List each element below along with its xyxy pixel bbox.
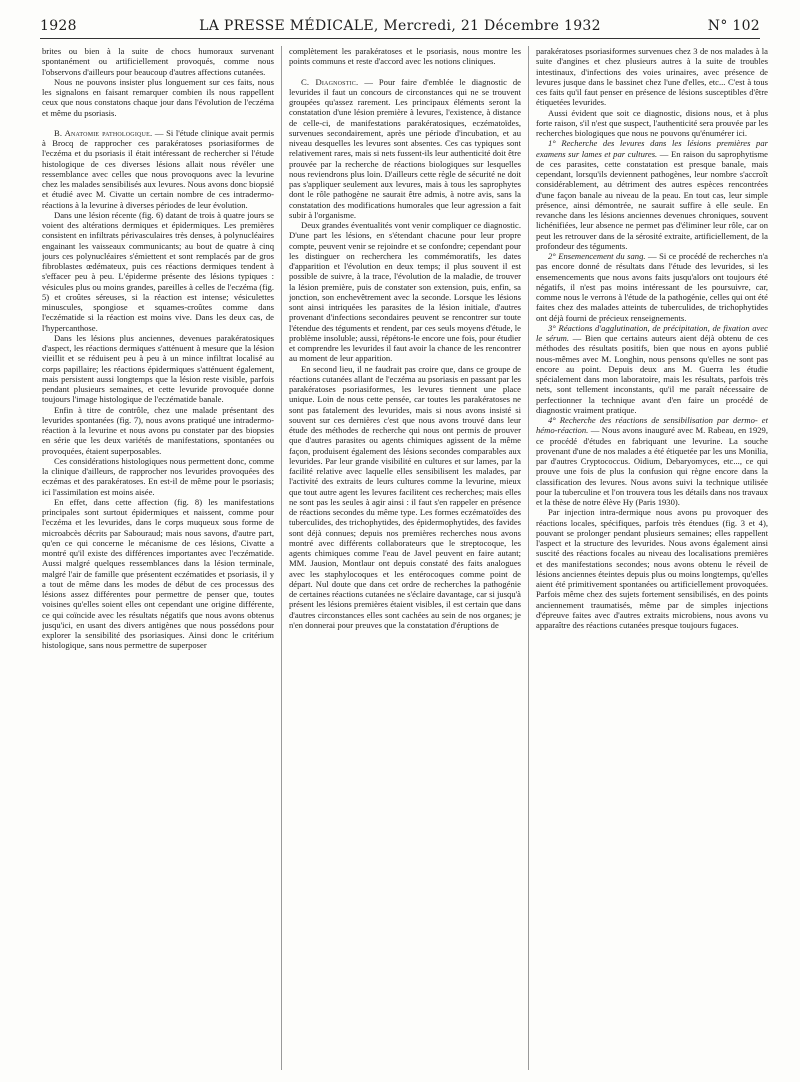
paragraph: [536, 507, 768, 630]
paragraph-text: Dans les lésions plus anciennes, devenues parakératosiques d'aspect, les réactions dermiques s'atténuent à mesure que la lésion vieillit et se réduisent peu à peu à un mince infiltrat localisé au corps papillaire; les réactions épidermiques s'atténuent également, mais persistent aussi longtemps que la lésion reste visible, parfois pendant plusieurs semaines, et cette levuride provoquée donne toujours l'image histologique de l'eczématide banale.: [42, 332, 274, 405]
paragraph: [289, 364, 521, 631]
paragraph: [536, 138, 768, 251]
paragraph: [42, 128, 274, 210]
paragraph: [289, 220, 521, 364]
text-column-2: [289, 46, 521, 1076]
paragraph: [42, 46, 274, 77]
paragraph: [42, 77, 274, 118]
paragraph-text: — Nous avons inauguré avec M. Rabeau, en 1929, ce procédé d'études en fabriquant une levurine. La souche provenant d'une de nos malades a été étiquetée par les uns Monilia, par d'autres Cryptococcus. Oidium, Debaryomyces, etc..., ce qui prouve une fois de plus la confusion qui règne encore dans la classification des levures. Nous avons suivi la technique utilisée pour la tuberculine et l'on trouvera tous les détails dans nos travaux et la thèse de notre élève Hy (Paris 1930).: [536, 425, 768, 507]
paragraph-text: — Si ce procédé de recherches n'a pas encore donné de résultats dans l'étude des levurides, si les ensemencements que nous avons faits jusqu'alors ont toujours été négatifs, il n'est pas moins intéressant de les poursuivre, car, comme nous le verrons à l'étude de la pathogénie, celles qui ont été faites chez des malades atteints de tuberculides, de trichophytides ont déjà fourni de précieux renseignements.: [536, 251, 768, 323]
journal-title: LA PRESSE MÉDICALE, Mercredi, 21 Décembre 1932: [199, 18, 601, 34]
paragraph: [42, 405, 274, 456]
paragraph-text: Par injection intra-dermique nous avons pu provoquer des réactions locales, spécifiques, parfois très étendues (fig. 3 et 4), pouvant se prolonger pendant plusieurs semaines; elles rappellent l'aspect et la structure des levurides. Nous avons également ainsi suscité des réactions focales au niveau des localisations premières et des manifestations secondes; nous avons obtenu le réveil de lésions anciennes éteintes depuis plus ou moins longtemps, qu'elles aient été primitivement spontanées ou artificiellement provoquées. Parfois même chez des sujets fortement sensibilisés, en des points anciennement traumatisés, même par de simples injections d'épreuve faites avec d'autres extraits microbiens, nous avons vu apparaître des réactions cutanées presque toujours fugaces.: [536, 507, 768, 630]
column-separator: [528, 46, 529, 1070]
paragraph: [42, 497, 274, 651]
paragraph-text: — En raison du saprophytisme de ces parasites, cette constatation est presque banale, mais cependant, lorsqu'ils deviennent pathogènes, leur nombre s'accroît considérablement, au détriment des autres espèces rencontrées d'une façon banale au niveau de la peau. En tout cas, leur simple présence, ainsi démontrée, ne saurait suffire à elle seule. En revanche dans les lésions anciennes devenues chroniques, souvent lichénifiées, leur absence ne permet pas d'éliminer leur rôle, car on peut les retrouver dans de la sérosité extraite, artificiellement, de la profondeur des téguments.: [536, 148, 768, 251]
column-separator: [281, 46, 282, 1070]
paragraph: [536, 251, 768, 323]
section-lead: B. Anatomie pathologique.: [54, 127, 153, 138]
page-number: 1928: [40, 18, 77, 34]
header-rule: [40, 38, 760, 39]
paragraph-text: brites ou bien à la suite de chocs humoraux survenant spontanément ou artificiellement provoqués, comme nous l'observons d'ailleurs pour beaucoup d'autres affections cutanées.: [42, 46, 274, 77]
paragraph-text: Nous ne pouvons insister plus longuement sur ces faits, nous les signalons en faisant remarquer combien ils nous rappellent ceux que nous constatons chaque jour dans l'évolution de l'eczéma et même du psoriasis.: [42, 76, 274, 118]
section-lead: 2° Ensemencement du sang.: [548, 251, 646, 261]
text-column-3: [536, 46, 768, 1076]
paragraph-text: complètement les parakératoses et le psoriasis, nous montre les points communs et reste d'accord avec les notions cliniques.: [289, 46, 521, 67]
paragraph-text: parakératoses psoriasiformes survenues chez 3 de nos malades à la suite d'angines et chez plusieurs autres à la suite de troubles intestinaux, d'infections des voies urinaires, avec présence de levures jusque dans le bassinet chez l'une d'elles, etc... C'est à tous ces faits qu'il faut penser en présence de lésions susceptibles d'être étiquetées levurides.: [536, 46, 768, 108]
paragraph-text: Deux grandes éventualités vont venir compliquer ce diagnostic. D'une part les lésions, en s'étendant chacune pour leur propre compte, peuvent venir se rejoindre et se confondre; cependant pour les distinguer on recherchera les commémoratifs, les dates d'apparition et l'évolution en deux temps; il plus souvent il est possible de suivre, à la trace, l'évolution de la maladie, de trouver la lésion première, puis de constater son extension, puis, enfin, sa jonction, son enchevêtrement avec la seconde. Lorsque les lésions sont ainsi intriquées les parasites de la lésion initiale, d'autres provenant d'infections secondaires peuvent se rencontrer sur toute l'étendue des téguments et rendent, par ces seuls moyens d'étude, le problème insoluble; aussi, répétons-le encore une fois, pour étudier et comprendre les levurides il faut avoir la chance de les rencontrer au moment de leur apparition.: [289, 220, 521, 364]
paragraph: [42, 210, 274, 333]
paragraph-text: Enfin à titre de contrôle, chez une malade présentant des levurides spontanées (fig. 7), nous avons pratiqué une intradermo-réaction à la levurine et nous avons pu constater par des biopsies en série que les deux variétés de manifestations, spontanées ou provoquées, étaient superposables.: [42, 404, 274, 456]
section-lead: 1° Recherche des levures dans les lésions premières par examens sur lames et par cultures.: [536, 138, 768, 159]
paragraph-text: En effet, dans cette affection (fig. 8) les manifestations principales sont surtout épidermiques et naissent, comme pour l'eczéma et les levurides, dans le corps muqueux sous forme de microabcès décrits par Sabouraud; mais nous savons, d'autre part, qu'en ce qui concerne le mécanisme de ces lésions, Civatte a montré qu'il existe des différences importantes avec l'eczématide. Aussi malgré quelques ressemblances dans la lésion terminale, malgré l'air de famille que présentent eczématides et psoriasis, il y a tout de même dans les modes de début de ces processus des lésions assez différentes pour permettre de penser que, toutes voisines qu'elles soient elles ont cependant une origine différente, ce qui coïncide avec les résultats négatifs que nous avons obtenus jusqu'ici, en usant des divers antigènes que nous possédons pour explorer la sensibilité des psoriasiques. Ainsi donc le critérium histologique, sans nous permettre de superposer: [42, 496, 274, 651]
section-lead: 4° Recherche des réactions de sensibilisation par dermo- et hémo-réaction.: [536, 415, 768, 436]
paragraph: [42, 333, 274, 405]
section-lead: 3° Réactions d'agglutination, de précipitation, de fixation avec le sérum.: [536, 322, 768, 343]
paragraph: [536, 108, 768, 139]
paragraph-text: En second lieu, il ne faudrait pas croire que, dans ce groupe de réactions cutanées allant de l'eczéma au psoriasis en passant par les parakératoses psoriasiformes, les levures tiennent une place unique. Loin de nous cette pensée, car toutes les parakératoses ne sont pas fatalement des levurides, mais si nous avons insisté si souvent sur ces dernières c'est que nous avons trouvé dans leur étude des méthodes de recherche qui nous ont permis de prouver que d'autres parasites ou agents chimiques agissent de la même façon, produisent également des lésions secondes comparables aux levurides. Par leur grande visibilité en cultures et sur lames, par la facilité relative avec laquelle elles sensibilisent les malades, par l'activité des extraits de leurs cultures comme la levurine, mieux que tout autre agent les levures facilitent ces recherches; mais elles ne sont pas les seules à agir ainsi : il faut s'en rappeler en présence de réactions secondes du même type. Les formes eczématoïdes des tuberculides, des trichophytides, des épidermophytides, des favides sont déjà connues; depuis nos premières recherches nous avons montré avec différents collaborateurs que le streptocoque, les agents chimiques comme l'eau de Javel peuvent en faire autant; MM. Jausion, Montlaur ont depuis constaté des faits analogues avec les staphylocoques et les entérocoques comme point de départ. Nul doute que dans cet ordre de recherches la pathogénie de certaines réactions cutanées ne s'éclaire davantage, car si jusqu'à présent les lésions premières étaient visibles, il est certain que dans d'autres circonstances elles sont cachées au sein de nos organes; je n'en donnerai pour preuves que la constatation d'éruptions de: [289, 363, 521, 630]
paragraph: [289, 46, 521, 67]
paragraph: [536, 323, 768, 415]
paragraph-text: Dans une lésion récente (fig. 6) datant de trois à quatre jours se voient des altérations dermiques et épidermiques. Les premières consistent en infiltrats périvasculaires très denses, à polynucléaires engainant les vaisseaux communicants; au bout de quatre à cinq jours ces polynucléaires s'émiettent et sont remplacés par de gros fibroblastes œdémateux, puis ces réactions dermiques tendent à s'effacer peu à peu. L'épiderme présente des lésions typiques : vésicules plus ou moins grandes, pareilles à celles de l'eczéma (fig. 5) et croûtes séreuses, si la réaction est intense; vésiculettes minuscules, spongiose et squames-croûtes comme dans l'eczématide si la réaction est moins vive. Dans les deux cas, de l'hypercanthose.: [42, 209, 274, 333]
text-column-1: [42, 46, 274, 1076]
page-header: [40, 14, 760, 38]
section-lead: C. Diagnostic.: [301, 76, 359, 87]
issue-number: N° 102: [707, 18, 760, 34]
paragraph: [536, 415, 768, 507]
paragraph-text: Aussi évident que soit ce diagnostic, disions nous, et à plus forte raison, s'il n'est que suspect, l'authenticité sera prouvée par les recherches biologiques que nous ne pouvons qu'énumérer ici.: [536, 107, 768, 138]
paragraph-text: — Pour faire d'emblée le diagnostic de levurides il faut un concours de circonstances qui ne se trouvent groupées qu'assez rarement. Les principaux éléments seront la constatation d'une lésion première à levures, l'existence, à distance de celle-ci, de manifestations parakératosiques, eczématoïdes, survenues secondairement, après une période d'incubation, et au niveau desquelles les levures sont absentes. Ces cas typiques sont relativement rares, mais si nets fussent-ils leur authenticité doit être prouvée par la recherche de réactions biologiques sur lesquelles nous reviendrons plus loin. D'ailleurs cette règle de sécurité ne doit pas s'appliquer seulement aux levures, mais à tous les saprophytes dont le rôle pathogène ne saurait être admis, à notre avis, sans la constatation des modifications humorales que leur agression a fait subir à l'organisme.: [289, 76, 521, 220]
paragraph-text: — Bien que certains auteurs aient déjà obtenu de ces méthodes des résultats positifs, bien que nous en ayons publié nous-mêmes avec M. Longhin, nous pensons qu'elles ne sont pas encore au point. Depuis deux ans M. Guerra les étudie spécialement dans mon laboratoire, mais les résultats, parfois très nets, sont tellement inconstants, qu'il me paraît nécessaire de perfectionner la technique avant d'en faire un procédé de diagnostic vraiment pratique.: [536, 333, 768, 415]
paragraph: [289, 77, 521, 221]
paragraph: [42, 456, 274, 497]
paragraph-text: Ces considérations histologiques nous permettent donc, comme la clinique d'ailleurs, de rapprocher nos levurides provoquées des eczémas et des parakératoses. En est-il de même pour le psoriasis; ici l'assimilation est moins aisée.: [42, 455, 274, 497]
paragraph-text: — Si l'étude clinique avait permis à Brocq de rapprocher ces parakératoses psoriasiformes de l'eczéma et du psoriasis il était intéressant de rechercher si l'étude histologique de ces diverses lésions allait nous révéler une ressemblance avec celles que nous provoquons avec la levurine chez les malades sensibilisés aux levures. Nous avons donc biopsié et étudié avec M. Civatte un certain nombre de ces intradermo-réactions à la levurine à diverses périodes de leur évolution.: [42, 127, 274, 210]
paragraph: [536, 46, 768, 108]
